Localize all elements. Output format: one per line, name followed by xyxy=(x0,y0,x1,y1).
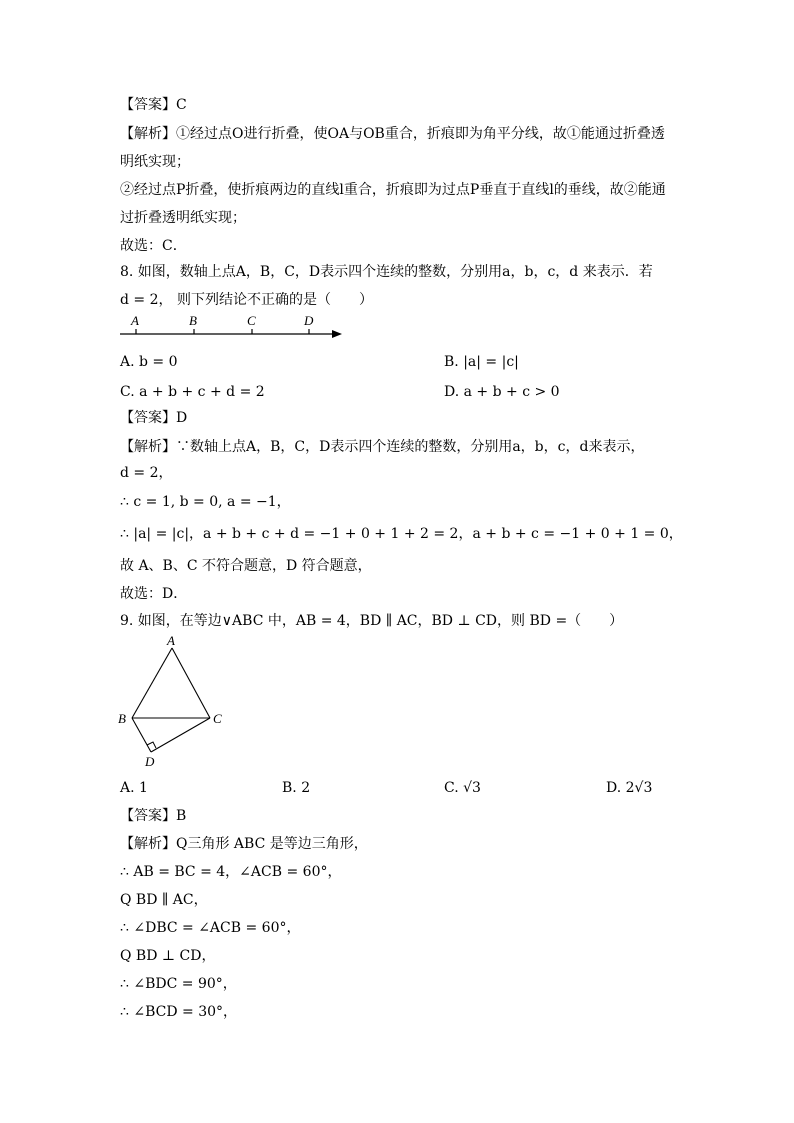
q8-option-d: D. a + b + c > 0 xyxy=(444,384,560,400)
q8-analysis-line-3: ∴ c = 1, b = 0, a = −1， xyxy=(120,494,291,510)
q9-triangle-figure xyxy=(115,634,235,774)
q9-answer: 【答案】B xyxy=(120,808,187,824)
q7-analysis-line-2: 明纸实现； xyxy=(120,154,190,170)
q9-analysis-line-1: 【解析】Q三角形 ABC 是等边三角形， xyxy=(120,836,368,852)
q8-analysis-line-2: d = 2， xyxy=(120,465,173,481)
q9-option-b: B. 2 xyxy=(282,780,311,796)
q8-number-line-figure xyxy=(118,312,348,344)
label-c: C xyxy=(247,313,256,328)
q7-analysis-line-3: ②经过点P折叠，使折痕两边的直线l重合，折痕即为过点P垂直于直线l的垂线，故②能通 xyxy=(120,182,666,198)
q8-analysis-line-5: 故 A、B、C 不符合题意，D 符合题意， xyxy=(120,558,372,574)
q9-analysis-line-7: ∴ ∠BCD = 30°， xyxy=(120,1004,238,1020)
q9-analysis-line-6: ∴ ∠BDC = 90°， xyxy=(120,976,237,992)
label-b: B xyxy=(189,313,197,328)
label-d: D xyxy=(304,313,314,328)
q9-analysis-line-4: ∴ ∠DBC = ∠ACB = 60°， xyxy=(120,920,301,936)
segment-cd xyxy=(151,718,210,752)
q7-analysis-line-4: 过折叠透明纸实现； xyxy=(120,210,246,226)
label-a: A xyxy=(131,313,139,328)
vertex-label-d: D xyxy=(145,754,155,769)
q8-analysis-line-1: 【解析】∵数轴上点A，B，C，D表示四个连续的整数，分别用a，b，c，d来表示， xyxy=(120,439,645,455)
q9-option-a: A. 1 xyxy=(120,780,148,796)
q9-analysis-line-3: Q BD ∥ AC， xyxy=(120,892,208,908)
q7-answer: 【答案】C xyxy=(120,97,187,113)
q7-choose: 故选：C． xyxy=(120,238,187,254)
q9-option-c: C. √3 xyxy=(444,780,481,796)
segment-bd xyxy=(132,718,151,752)
q9-option-d: D. 2√3 xyxy=(606,780,653,796)
q7-analysis-line-1: 【解析】①经过点O进行折叠，使OA与OB重合，折痕即为角平分线，故①能通过折叠透 xyxy=(120,126,665,142)
q8-option-c: C. a + b + c + d = 2 xyxy=(120,384,265,400)
vertex-label-b: B xyxy=(118,711,126,726)
vertex-label-c: C xyxy=(213,711,222,726)
q9-analysis-line-5: Q BD ⊥ CD， xyxy=(120,948,216,964)
q8-stem-line-1: 8. 如图，数轴上点A，B，C，D表示四个连续的整数，分别用a，b，c，d 来表示．若 xyxy=(120,264,653,280)
q8-choose: 故选：D． xyxy=(120,586,188,602)
number-line-arrow xyxy=(332,330,342,338)
q8-analysis-line-4: ∴ |a| = |c|，a + b + c + d = −1 + 0 + 1 + 2 = 2，a + b + c = −1 + 0 + 1 = 0， xyxy=(120,526,683,542)
q8-stem-line-2: d = 2， 则下列结论不正确的是（ ） xyxy=(120,292,373,308)
q8-option-a: A. b = 0 xyxy=(120,354,178,370)
q8-answer: 【答案】D xyxy=(120,410,188,426)
vertex-label-a: A xyxy=(167,634,175,648)
segment-ac xyxy=(172,648,210,718)
q8-option-b: B. |a| = |c| xyxy=(444,354,519,370)
segment-ab xyxy=(132,648,172,718)
q9-analysis-line-2: ∴ AB = BC = 4，∠ACB = 60°， xyxy=(120,864,342,880)
q9-stem: 9. 如图，在等边∨ABC 中，AB = 4，BD ∥ AC，BD ⊥ CD，则 BD =（ ） xyxy=(120,613,624,629)
